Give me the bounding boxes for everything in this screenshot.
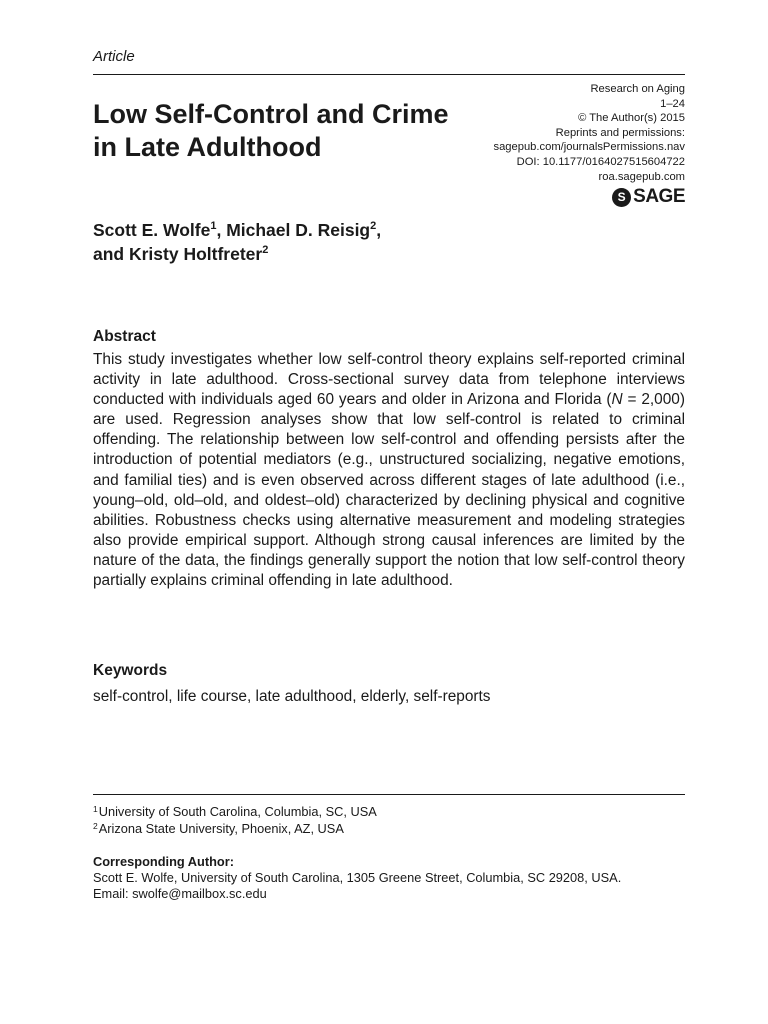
abstract-heading: Abstract: [93, 328, 156, 345]
page-range: 1–24: [660, 97, 685, 110]
article-type-label: Article: [93, 48, 135, 65]
keywords-heading: Keywords: [93, 662, 168, 679]
corresponding-author-heading: Corresponding Author:: [93, 854, 234, 869]
copyright-notice: © The Author(s) 2015: [578, 112, 685, 125]
footnote-rule: [93, 794, 685, 795]
author-name: and Kristy Holtfreter: [93, 244, 263, 264]
sage-logo-icon: S: [612, 188, 631, 207]
author-name: Scott E. Wolfe: [93, 220, 211, 240]
author-separator: ,: [216, 220, 227, 240]
reprints-label: Reprints and permissions:: [555, 126, 685, 139]
journal-name: Research on Aging: [590, 83, 685, 95]
corresponding-author-email[interactable]: Email: swolfe@mailbox.sc.edu: [93, 886, 267, 901]
doi[interactable]: DOI: 10.1177/0164027515604722: [516, 155, 685, 168]
affiliation-mark: 2: [93, 821, 98, 831]
abstract-text-part1: This study investigates whether low self-control theory explains self-reported criminal activity in late adulthood. Cross-sectional survey data from telephone interviews conducted with individuals aged 60 years and older in Arizona and Florida (: [93, 351, 685, 409]
author-affiliation-mark: 2: [262, 244, 269, 256]
affiliation-text: Arizona State University, Phoenix, AZ, USA: [98, 821, 344, 836]
affiliation-mark: 1: [93, 804, 98, 814]
corresponding-author-address: Scott E. Wolfe, University of South Carolina, 1305 Greene Street, Columbia, SC 29208, USA.: [93, 870, 622, 885]
author-separator: ,: [376, 220, 382, 240]
keywords-text: self-control, life course, late adulthood, elderly, self-reports: [93, 688, 491, 705]
journal-info: [425, 82, 685, 184]
corresponding-author: [93, 854, 685, 902]
sage-logo-word: SAGE: [633, 186, 685, 207]
sage-logo: [612, 186, 685, 208]
author-name: Michael D. Reisig: [226, 220, 371, 240]
abstract-text: [93, 350, 685, 591]
permissions-link[interactable]: sagepub.com/journalsPermissions.nav: [493, 141, 685, 154]
affiliation: [93, 804, 685, 820]
affiliation-text: University of South Carolina, Columbia, SC, USA: [98, 804, 377, 819]
article-title: Low Self-Control and Crime in Late Adulthood: [93, 99, 449, 162]
author-list: [93, 218, 685, 266]
author-affiliation-mark: 1: [210, 220, 217, 232]
affiliation: [93, 821, 685, 837]
journal-site-link[interactable]: roa.sagepub.com: [598, 170, 685, 183]
sample-size-symbol: N: [611, 391, 623, 409]
abstract-text-part2: = 2,000) are used. Regression analyses show that low self-control is related to criminal offending. The relationship between low self-control and offending persists after the introduction of potential mediators (e.g., unstructured socializing, negative emotions, and familial ties) and is even observed across different stages of late adulthood (i.e., young–old, old–old, and oldest–old) characterized by declining physical and cognitive abilities. Robustness checks using alternative measurement and modeling strategies also provide empirical support. Although strong causal inferences are limited by the nature of the data, the findings generally support the notion that low self-control theory partially explains criminal offending in late adulthood.: [93, 391, 685, 590]
header-rule: [93, 74, 685, 75]
author-affiliation-mark: 2: [370, 220, 377, 232]
